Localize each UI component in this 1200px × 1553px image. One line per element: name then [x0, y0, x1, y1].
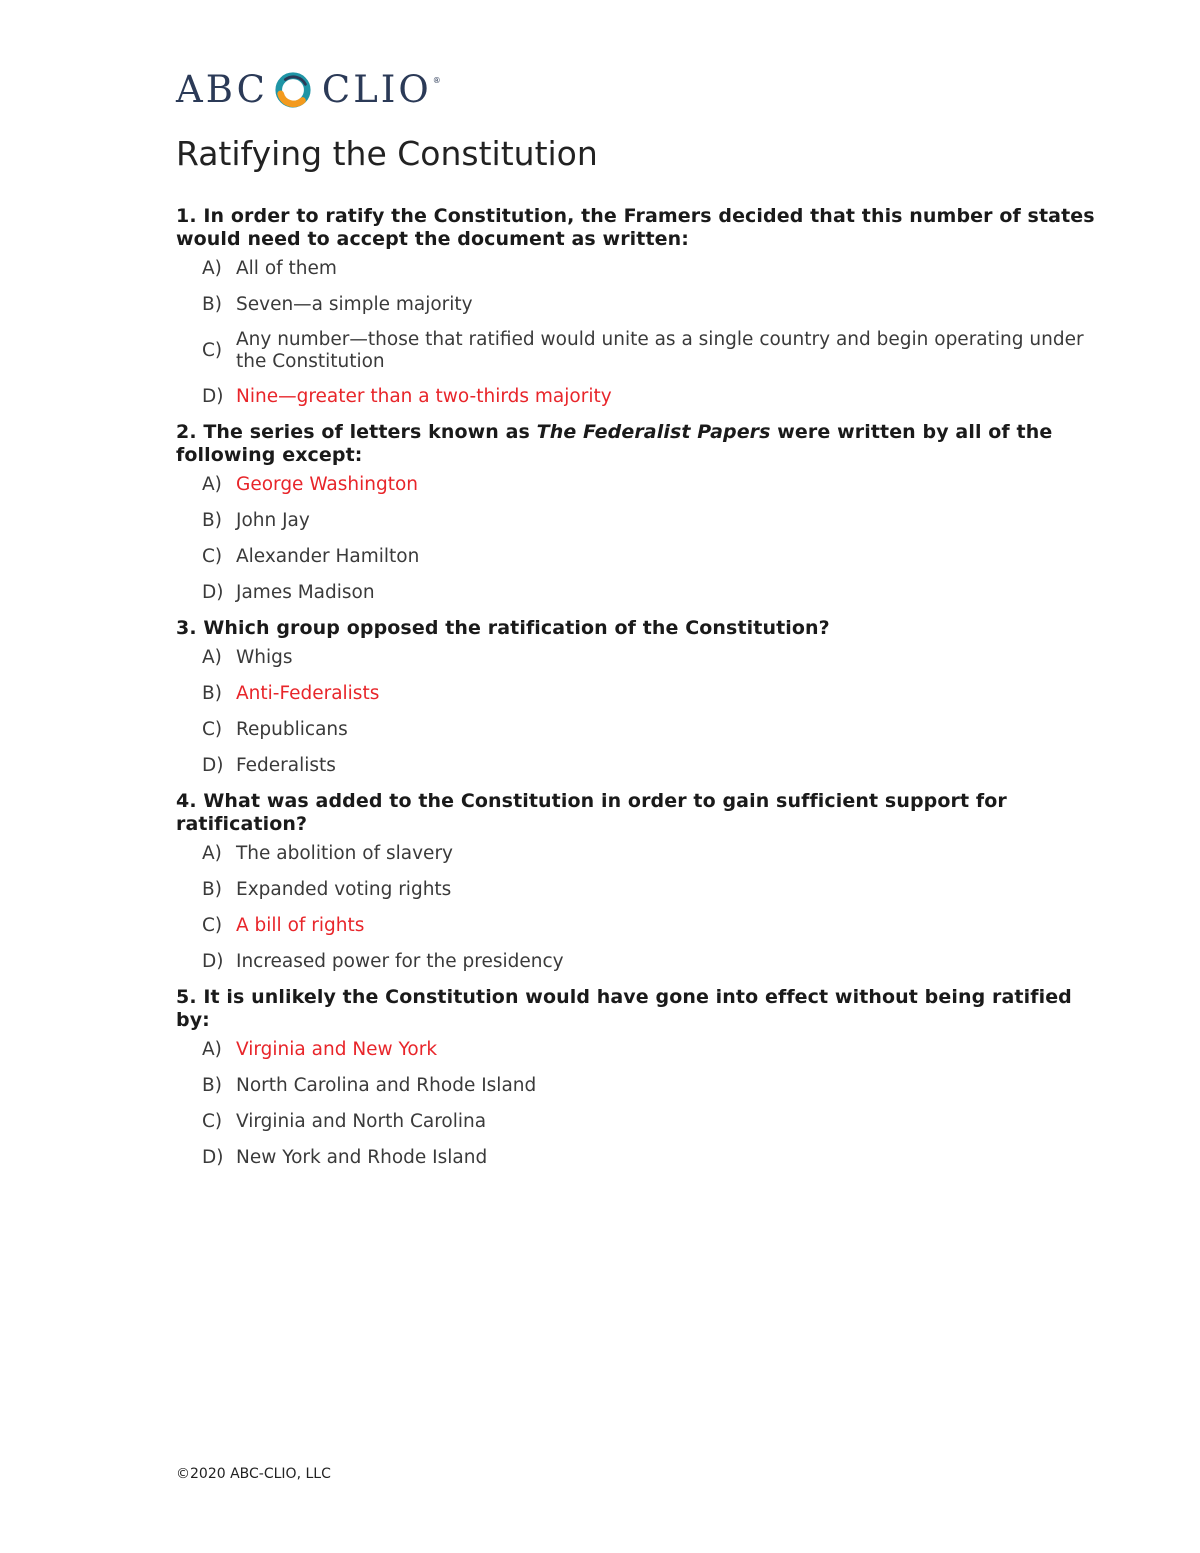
answer-option-c — [202, 718, 1106, 742]
answer-option-b — [202, 682, 1106, 706]
quiz-questions — [176, 205, 1106, 1182]
answer-option-c — [202, 545, 1106, 569]
option-text: Republicans — [236, 719, 348, 740]
question-3 — [176, 617, 1106, 778]
publication-title: The Federalist Papers — [536, 421, 771, 443]
answer-option-a — [202, 257, 1106, 281]
option-letter: C) — [202, 340, 223, 361]
option-text: Virginia and North Carolina — [236, 1111, 487, 1132]
option-letter: B) — [202, 1075, 222, 1096]
question-prompt-end: were written by all of the following except: — [176, 421, 1053, 466]
option-text: Alexander Hamilton — [236, 546, 420, 567]
copyright-footer: ©2020 ABC-CLIO, LLC — [176, 1466, 331, 1482]
answer-options — [176, 473, 1106, 605]
option-letter: C) — [202, 1111, 223, 1132]
answer-option-b — [202, 293, 1106, 317]
option-text: Anti-Federalists — [236, 683, 380, 704]
answer-option-d — [202, 950, 1106, 974]
answer-option-b — [202, 878, 1106, 902]
answer-option-b — [202, 509, 1106, 533]
option-text: Increased power for the presidency — [236, 951, 564, 972]
option-text: A bill of rights — [236, 915, 365, 936]
registered-mark: ® — [432, 76, 441, 85]
option-text: New York and Rhode Island — [236, 1147, 488, 1168]
option-text: Virginia and New York — [236, 1039, 438, 1060]
option-letter: B) — [202, 294, 222, 315]
option-text: Expanded voting rights — [236, 879, 452, 900]
question-number: 4. — [176, 790, 197, 812]
option-text: Federalists — [236, 755, 336, 776]
answer-option-a — [202, 473, 1106, 497]
answer-option-a — [202, 1038, 1106, 1062]
answer-option-a — [202, 842, 1106, 866]
option-letter: D) — [202, 1147, 224, 1168]
question-4-text — [176, 790, 1106, 836]
answer-options — [176, 646, 1106, 778]
answer-option-d — [202, 581, 1106, 605]
option-text: Seven—a simple majority — [236, 294, 473, 315]
option-letter: D) — [202, 951, 224, 972]
question-prompt: It is unlikely the Constitution would have gone into effect without being ratified by: — [176, 986, 1072, 1031]
option-letter: C) — [202, 915, 223, 936]
option-text: Whigs — [236, 647, 293, 668]
option-text: John Jay — [236, 510, 310, 531]
question-prompt: What was added to the Constitution in order to gain sufficient support for ratification? — [176, 790, 1007, 835]
answer-options — [176, 842, 1106, 974]
abc-clio-swirl-logo-icon — [274, 71, 312, 109]
answer-option-b — [202, 1074, 1106, 1098]
option-text: Any number—those that ratified would unite as a single country and begin operating under the Constitution — [236, 329, 1084, 372]
question-3-text — [176, 617, 1106, 640]
option-text: George Washington — [236, 474, 419, 495]
option-letter: A) — [202, 1039, 222, 1060]
answer-option-a — [202, 646, 1106, 670]
question-number: 2. — [176, 421, 197, 443]
question-1 — [176, 205, 1106, 409]
answer-option-c — [202, 914, 1106, 938]
option-letter: A) — [202, 647, 222, 668]
option-letter: D) — [202, 582, 224, 603]
logo-word-clio: CLIO — [321, 68, 432, 111]
answer-option-d — [202, 1146, 1106, 1170]
option-text: Nine—greater than a two-thirds majority — [236, 386, 612, 407]
option-letter: B) — [202, 683, 222, 704]
question-2 — [176, 421, 1106, 605]
question-number: 1. — [176, 205, 197, 227]
answer-options — [176, 1038, 1106, 1170]
question-5-text — [176, 986, 1106, 1032]
option-text: The abolition of slavery — [236, 843, 453, 864]
abc-clio-logo — [176, 68, 441, 112]
option-letter: A) — [202, 474, 222, 495]
answer-option-c — [202, 329, 1106, 373]
option-text: North Carolina and Rhode Island — [236, 1075, 537, 1096]
option-letter: C) — [202, 546, 223, 567]
option-letter: A) — [202, 843, 222, 864]
option-letter: B) — [202, 510, 222, 531]
answer-option-d — [202, 754, 1106, 778]
option-letter: B) — [202, 879, 222, 900]
question-prompt: Which group opposed the ratification of the Constitution? — [203, 617, 830, 639]
page-title: Ratifying the Constitution — [176, 134, 598, 173]
option-text: All of them — [236, 258, 337, 279]
option-letter: C) — [202, 719, 223, 740]
option-letter: A) — [202, 258, 222, 279]
question-1-text — [176, 205, 1106, 251]
question-2-text — [176, 421, 1106, 467]
answer-option-d — [202, 385, 1106, 409]
answer-option-c — [202, 1110, 1106, 1134]
logo-word-abc: ABC — [176, 68, 268, 111]
question-number: 3. — [176, 617, 197, 639]
question-prompt-start: The series of letters known as — [203, 421, 530, 443]
question-prompt: In order to ratify the Constitution, the Framers decided that this number of states would need to accept the document as written: — [176, 205, 1095, 250]
option-letter: D) — [202, 386, 224, 407]
option-text: James Madison — [236, 582, 375, 603]
answer-options — [176, 257, 1106, 409]
question-4 — [176, 790, 1106, 974]
question-5 — [176, 986, 1106, 1170]
question-number: 5. — [176, 986, 197, 1008]
option-letter: D) — [202, 755, 224, 776]
